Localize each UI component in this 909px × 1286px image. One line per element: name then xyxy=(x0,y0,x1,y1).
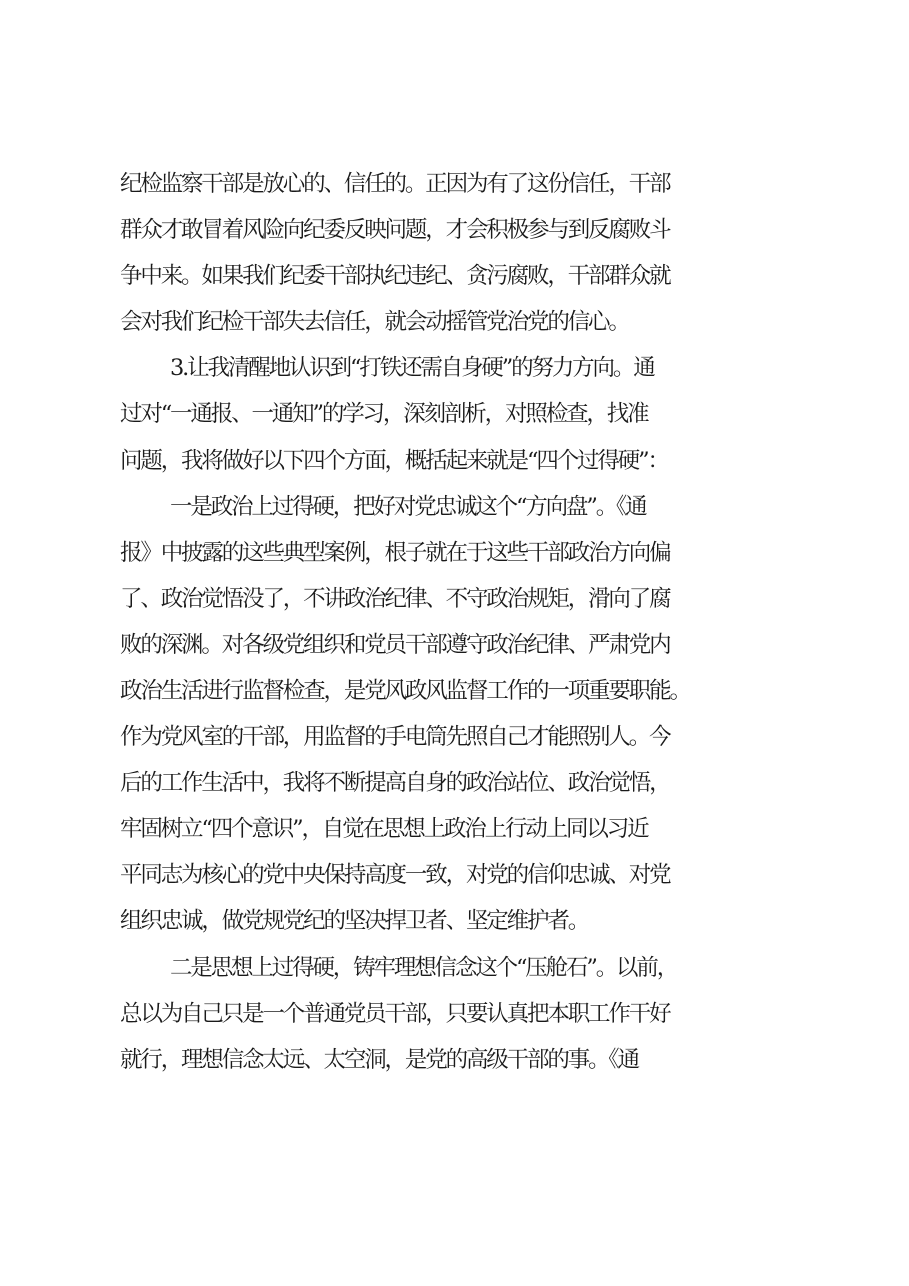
text-line: 败的深渊。对各级党组织和党员干部遵守政治纪律、严肃党内 xyxy=(120,632,670,658)
text-line: 政治生活进行监督检查，是党风政风监督工作的一项重要职能。 xyxy=(120,678,690,704)
text-line: 问题，我将做好以下四个方面，概括起来就是“四个过得硬”： xyxy=(120,448,668,474)
paragraph-start: 二是思想上过得硬，铸牢理想信念这个“压舱石”。以前， xyxy=(170,955,678,981)
text-line: 后的工作生活中，我将不断提高自身的政治站位、政治觉悟， xyxy=(120,770,670,796)
text-line: 组织忠诚，做党规党纪的坚决捍卫者、坚定维护者。 xyxy=(120,908,589,934)
text-line: 报》中披露的这些典型案例，根子就在于这些干部政治方向偏 xyxy=(120,540,670,566)
numbered-paragraph-start: 3.让我清醒地认识到“打铁还需自身硬”的努力方向。通 xyxy=(170,355,654,381)
text-line: 牢固树立“四个意识”，自觉在思想上政治上行动上同以习近 xyxy=(120,816,648,842)
text-line: 了、政治觉悟没了，不讲政治纪律、不守政治规矩，滑向了腐 xyxy=(120,586,670,612)
text-line: 纪检监察干部是放心的、信任的。正因为有了这份信任，干部 xyxy=(120,171,670,197)
text-line: 过对“一通报、一通知”的学习，深刻剖析，对照检查，找准 xyxy=(120,401,648,427)
text-line: 争中来。如果我们纪委干部执纪违纪、贪污腐败，干部群众就 xyxy=(120,263,670,289)
text-line: 平同志为核心的党中央保持高度一致，对党的信仰忠诚、对党 xyxy=(120,862,670,888)
text-line: 会对我们纪检干部失去信任，就会动摇管党治党的信心。 xyxy=(120,309,629,335)
text-line: 总以为自己只是一个普通党员干部，只要认真把本职工作干好 xyxy=(120,1001,670,1027)
text-line: 作为党风室的干部，用监督的手电筒先照自己才能照别人。今 xyxy=(120,724,670,750)
text-line: 群众才敢冒着风险向纪委反映问题，才会积极参与到反腐败斗 xyxy=(120,217,670,243)
paragraph-start: 一是政治上过得硬，把好对党忠诚这个“方向盘”。《通 xyxy=(170,494,646,520)
text-line: 就行，理想信念太远、太空洞，是党的高级干部的事。《通 xyxy=(120,1047,638,1073)
